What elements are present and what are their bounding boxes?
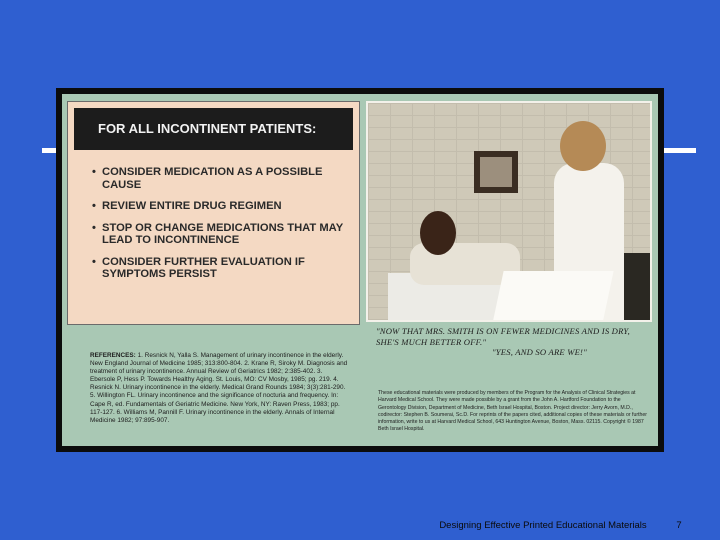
patient-head <box>420 211 456 255</box>
title-rule-right <box>662 148 696 153</box>
bullet-list <box>92 166 354 290</box>
references <box>90 352 348 425</box>
credits-text: These educational materials were produced by members of the Program for the Analysis of Clinical Strategies at Harvard Medical School. They were made possible by a grant from the John A. Hartford Foundation to the Gerontology Division, Department of Medicine, Beth Israel Hospital, Boston. Project director: Jerry Avorn, M.D., codirector: Stephen B. Soumerai, Sc.D. For reprints of the papers cited, additional copies of these materials or further information, write to us at Harvard Medical School, 643 Huntington Avenue, Boston, Mass. 02115. Copyright © 1987 Beth Israel Hospital. <box>378 390 648 433</box>
page-number: 7 <box>676 520 682 531</box>
advice-card <box>67 101 360 325</box>
bullet-item: • CONSIDER FURTHER EVALUATION IF SYMPTOMS PERSIST <box>92 256 354 281</box>
caption-reply: "YES, AND SO ARE WE!" <box>492 347 587 357</box>
nurse-patient-photo <box>366 101 652 322</box>
poster-panel <box>62 94 658 446</box>
bullet-item: • STOP OR CHANGE MEDICATIONS THAT MAY LEAD TO INCONTINENCE <box>92 222 354 247</box>
wall-picture <box>474 151 518 193</box>
references-text: 1. Resnick N, Yalla S. Management of urinary incontinence in the elderly. New England Journal of Medicine 1985; 313:800-804. 2. Krane R, Siroky M. Diagnosis and treatment of urinary incontinence. Annual Review of Geriatrics 1982; 2:385-402. 3. Ebersole P, Hess P. Towards Healthy Aging. St. Louis, MO: CV Mosby, 1985; pg. 219. 4. Resnick N. Urinary incontinence in the elderly. Medical Grand Rounds 1984; 3(3):281-290. 5. Willington FL. Urinary incontinence and the significance of nocturia and frequency. In: Cape R, ed. Fundamentals of Geriatric Medicine. New York, NY: Raven Press, 1983; pp. 117-127. 6. Williams M, Pannill F. Urinary incontinence in the elderly. Annals of Internal Medicine 1982; 97:895-907. <box>90 352 348 424</box>
slide-photo <box>56 88 664 452</box>
bed-sheet <box>492 271 613 322</box>
bullet-item: • REVIEW ENTIRE DRUG REGIMEN <box>92 200 354 213</box>
references-label: REFERENCES: <box>90 352 136 359</box>
footer-title: Designing Effective Printed Educational Materials <box>439 520 647 531</box>
nurse-head <box>560 121 606 171</box>
card-title: FOR ALL INCONTINENT PATIENTS: <box>74 108 353 150</box>
wall-picture-canvas <box>480 157 512 187</box>
bullet-item: • CONSIDER MEDICATION AS A POSSIBLE CAUSE <box>92 166 354 191</box>
photo-caption <box>376 326 652 358</box>
caption-line: "NOW THAT MRS. SMITH IS ON FEWER MEDICINES AND IS DRY, SHE'S MUCH BETTER OFF." <box>376 326 630 347</box>
